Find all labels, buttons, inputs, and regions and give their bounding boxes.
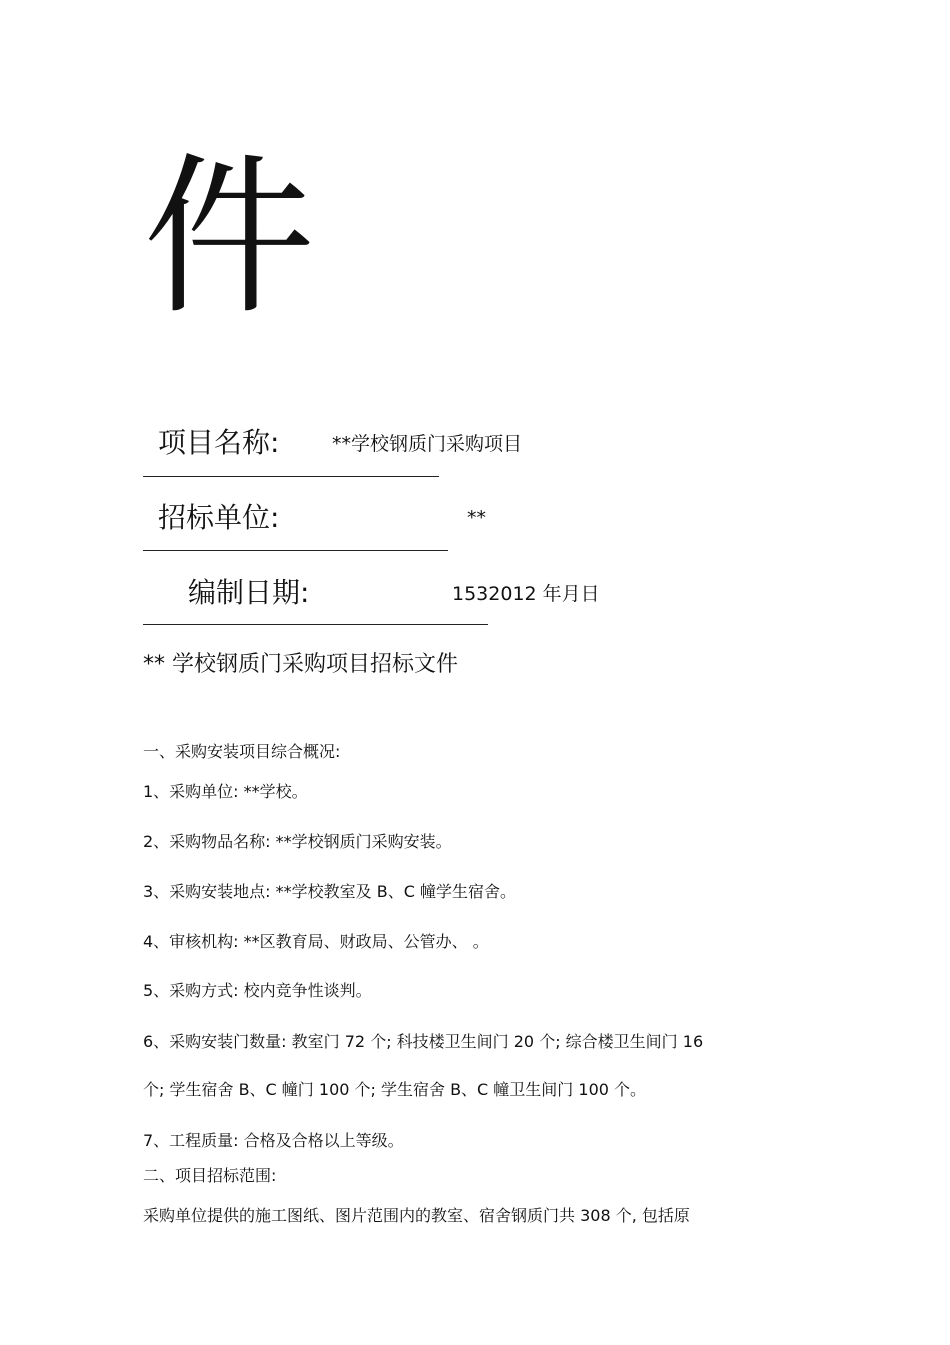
paragraph-item-name: 2、采购物品名称: **学校钢质门采购安装。 bbox=[143, 832, 452, 851]
cover-big-character: 件 bbox=[143, 137, 315, 338]
date-underline bbox=[143, 624, 488, 625]
paragraph-door-quantity: 6、采购安装门数量: 教室门 72 个; 科技楼卫生间门 20 个; 综合楼卫生间门 16 bbox=[143, 1032, 704, 1051]
bid-unit-label: 招标单位: bbox=[158, 501, 280, 534]
section-overview-heading: 一、采购安装项目综合概况: bbox=[143, 742, 341, 761]
bid-unit-value: ** bbox=[467, 507, 486, 529]
paragraph-quality: 7、工程质量: 合格及合格以上等级。 bbox=[143, 1131, 404, 1150]
date-value: 1532012 年月日 bbox=[452, 583, 600, 605]
project-name-label: 项目名称: bbox=[158, 426, 280, 459]
paragraph-purchasing-unit: 1、采购单位: **学校。 bbox=[143, 782, 308, 801]
project-name-underline bbox=[143, 476, 439, 477]
section-scope-heading: 二、项目招标范围: bbox=[143, 1166, 277, 1185]
paragraph-scope: 采购单位提供的施工图纸、图片范围内的教室、宿舍钢质门共 308 个, 包括原 bbox=[143, 1206, 690, 1225]
date-label: 编制日期: bbox=[188, 576, 310, 609]
paragraph-door-quantity-continued: 个; 学生宿舍 B、C 幢门 100 个; 学生宿舍 B、C 幢卫生间门 100 个。 bbox=[143, 1080, 647, 1099]
paragraph-purchase-method: 5、采购方式: 校内竞争性谈判。 bbox=[143, 981, 372, 1000]
project-name-value: **学校钢质门采购项目 bbox=[332, 433, 523, 455]
paragraph-install-location: 3、采购安装地点: **学校教室及 B、C 幢学生宿舍。 bbox=[143, 882, 516, 901]
document-title: ** 学校钢质门采购项目招标文件 bbox=[143, 652, 458, 677]
paragraph-review-agency: 4、审核机构: **区教育局、财政局、公管办、 。 bbox=[143, 932, 489, 951]
bid-unit-underline bbox=[143, 550, 448, 551]
